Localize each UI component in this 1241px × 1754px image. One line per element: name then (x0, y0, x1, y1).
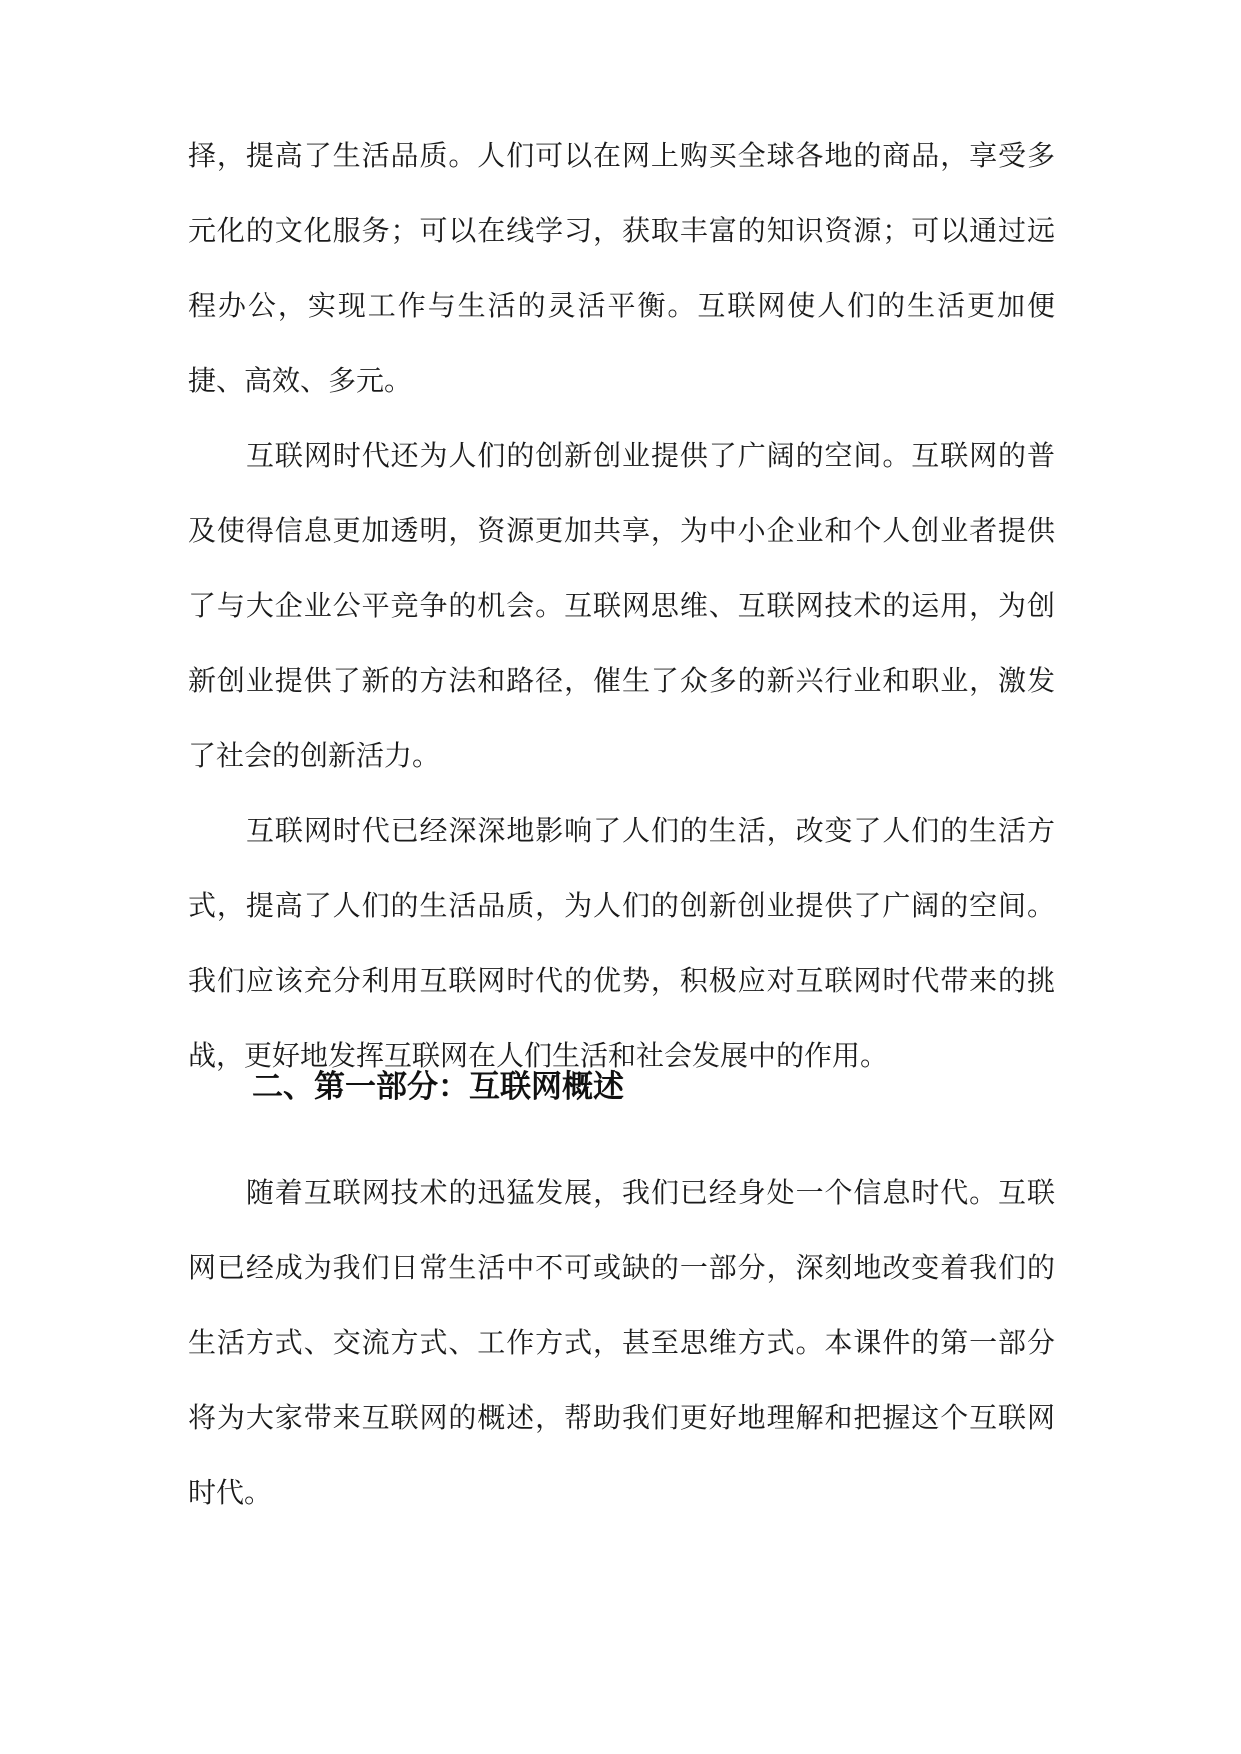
paragraph: 随着互联网技术的迅猛发展，我们已经身处一个信息时代。互联网已经成为我们日常生活中不可或缺的一部分，深刻地改变着我们的生活方式、交流方式、工作方式，甚至思维方式。本课件的第一部分将为大家带来互联网的概述，帮助我们更好地理解和把握这个互联网时代。 (188, 1176, 1055, 1509)
body-text-top (188, 118, 1055, 1093)
body-text-bottom (188, 1155, 1055, 1530)
paragraph: 互联网时代已经深深地影响了人们的生活，改变了人们的生活方式，提高了人们的生活品质，为人们的创新创业提供了广阔的空间。我们应该充分利用互联网时代的优势，积极应对互联网时代带来的挑战，更好地发挥互联网在人们生活和社会发展中的作用。 (188, 814, 1055, 1072)
section-heading: 二、第一部分：互联网概述 (252, 1069, 624, 1105)
paragraph: 择，提高了生活品质。人们可以在网上购买全球各地的商品，享受多元化的文化服务；可以在线学习，获取丰富的知识资源；可以通过远程办公，实现工作与生活的灵活平衡。互联网使人们的生活更加便捷、高效、多元。 (188, 139, 1055, 397)
paragraph: 互联网时代还为人们的创新创业提供了广阔的空间。互联网的普及使得信息更加透明，资源更加共享，为中小企业和个人创业者提供了与大企业公平竞争的机会。互联网思维、互联网技术的运用，为创新创业提供了新的方法和路径，催生了众多的新兴行业和职业，激发了社会的创新活力。 (188, 439, 1055, 772)
